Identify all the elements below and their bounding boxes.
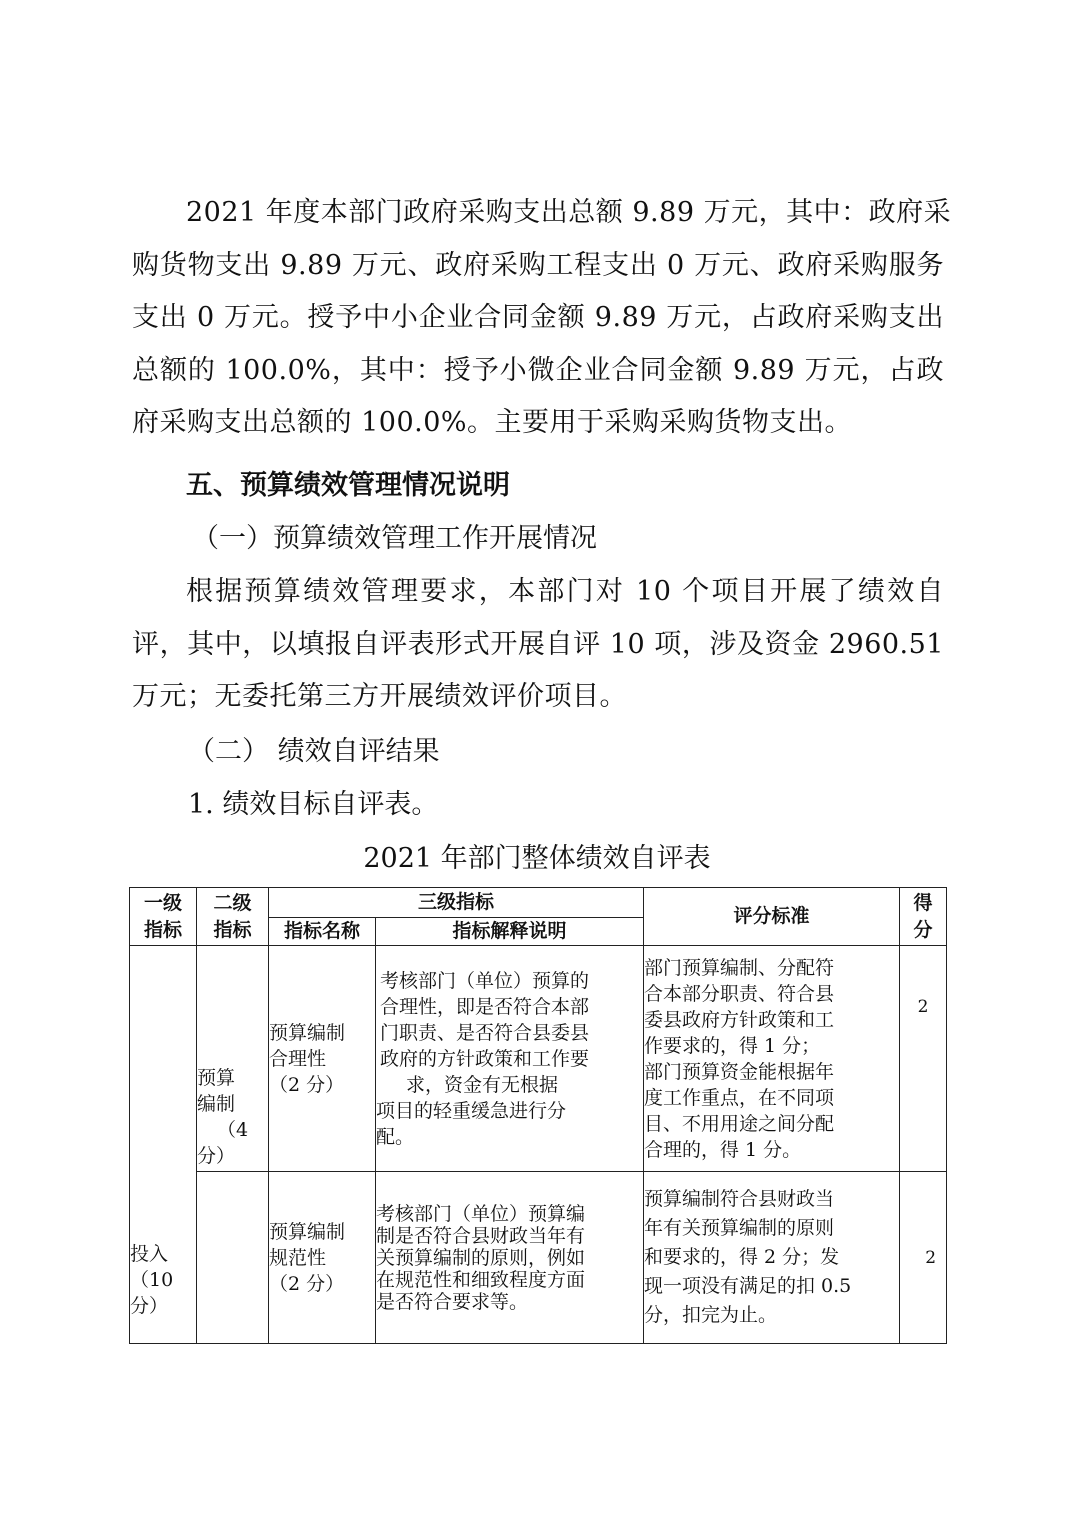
criteria-cell: 预算编制符合县财政当 年有关预算编制的原则 和要求的，得 2 分；发 现一项没有满足的扣 0.5 分，扣完为止。 [644,1172,900,1344]
paragraph-line: 评，其中，以填报自评表形式开展自评 10 项，涉及资金 2960.51 [132,628,944,660]
paragraph-self-evaluation [132,566,944,724]
indicator-explain-cell: 考核部门（单位）预算的 合理性，即是否符合本部 门职责、是否符合县委县 政府的方针政策和工作要 求，资金有无根据 项目的轻重缓急进行分 配。 [376,946,644,1172]
paragraph-line: 2021 年度本部门政府采购支出总额 9.89 万元，其中：政府采 [186,197,952,228]
header-level3: 三级指标 [269,888,644,918]
subsection-heading: （一）预算绩效管理工作开展情况 [192,523,597,554]
header-score: 得 分 [900,888,947,946]
level2-cell: 预算 编制 （4 分） [197,946,269,1172]
paragraph-line: 万元；无委托第三方开展绩效评价项目。 [132,681,627,712]
table-row [130,1172,947,1344]
header-level1: 一级 指标 [130,888,197,946]
score-cell: 2 [900,946,947,1172]
paragraph-line: 根据预算绩效管理要求，本部门对 10 个项目开展了绩效自 [186,576,944,607]
level2-cell-empty [197,1172,269,1344]
paragraph-line: 购货物支出 9.89 万元、政府采购工程支出 0 万元、政府采购服务 [132,249,944,281]
table-row [130,946,947,1172]
indicator-explain-cell: 考核部门（单位）预算编 制是否符合县财政当年有 关预算编制的原则，例如 在规范性和细致程度方面 是否符合要求等。 [376,1172,644,1344]
score-cell: 2 [900,1172,947,1344]
evaluation-table [129,887,947,1344]
section-heading: 五、预算绩效管理情况说明 [186,470,510,501]
subsection-heading: （二） 绩效自评结果 [188,736,440,767]
header-criteria: 评分标准 [644,888,900,946]
table-title: 2021 年部门整体绩效自评表 [363,843,711,874]
paragraph-line: 总额的 100.0%，其中：授予小微企业合同金额 9.89 万元，占政 [132,354,944,386]
paragraph-line: 支出 0 万元。授予中小企业合同金额 9.89 万元，占政府采购支出 [132,302,944,333]
header-indicator-explain: 指标解释说明 [376,918,644,946]
item-heading: 1. 绩效目标自评表。 [188,789,439,820]
indicator-name-cell: 预算编制 合理性 （2 分） [269,946,376,1172]
header-indicator-name: 指标名称 [269,918,376,946]
indicator-name-cell: 预算编制 规范性 （2 分） [269,1172,376,1344]
level1-cell: 投入 （10 分） [130,946,197,1344]
paragraph-line: 府采购支出总额的 100.0%。主要用于采购采购货物支出。 [132,407,853,438]
header-level2: 二级 指标 [197,888,269,946]
criteria-cell: 部门预算编制、分配符 合本部分职责、符合县 委县政府方针政策和工 作要求的，得 1 分； 部门预算资金能根据年 度工作重点，在不同项 目、不用用途之间分配 合理的，得 1 分。 [644,946,900,1172]
paragraph-procurement [132,187,952,450]
